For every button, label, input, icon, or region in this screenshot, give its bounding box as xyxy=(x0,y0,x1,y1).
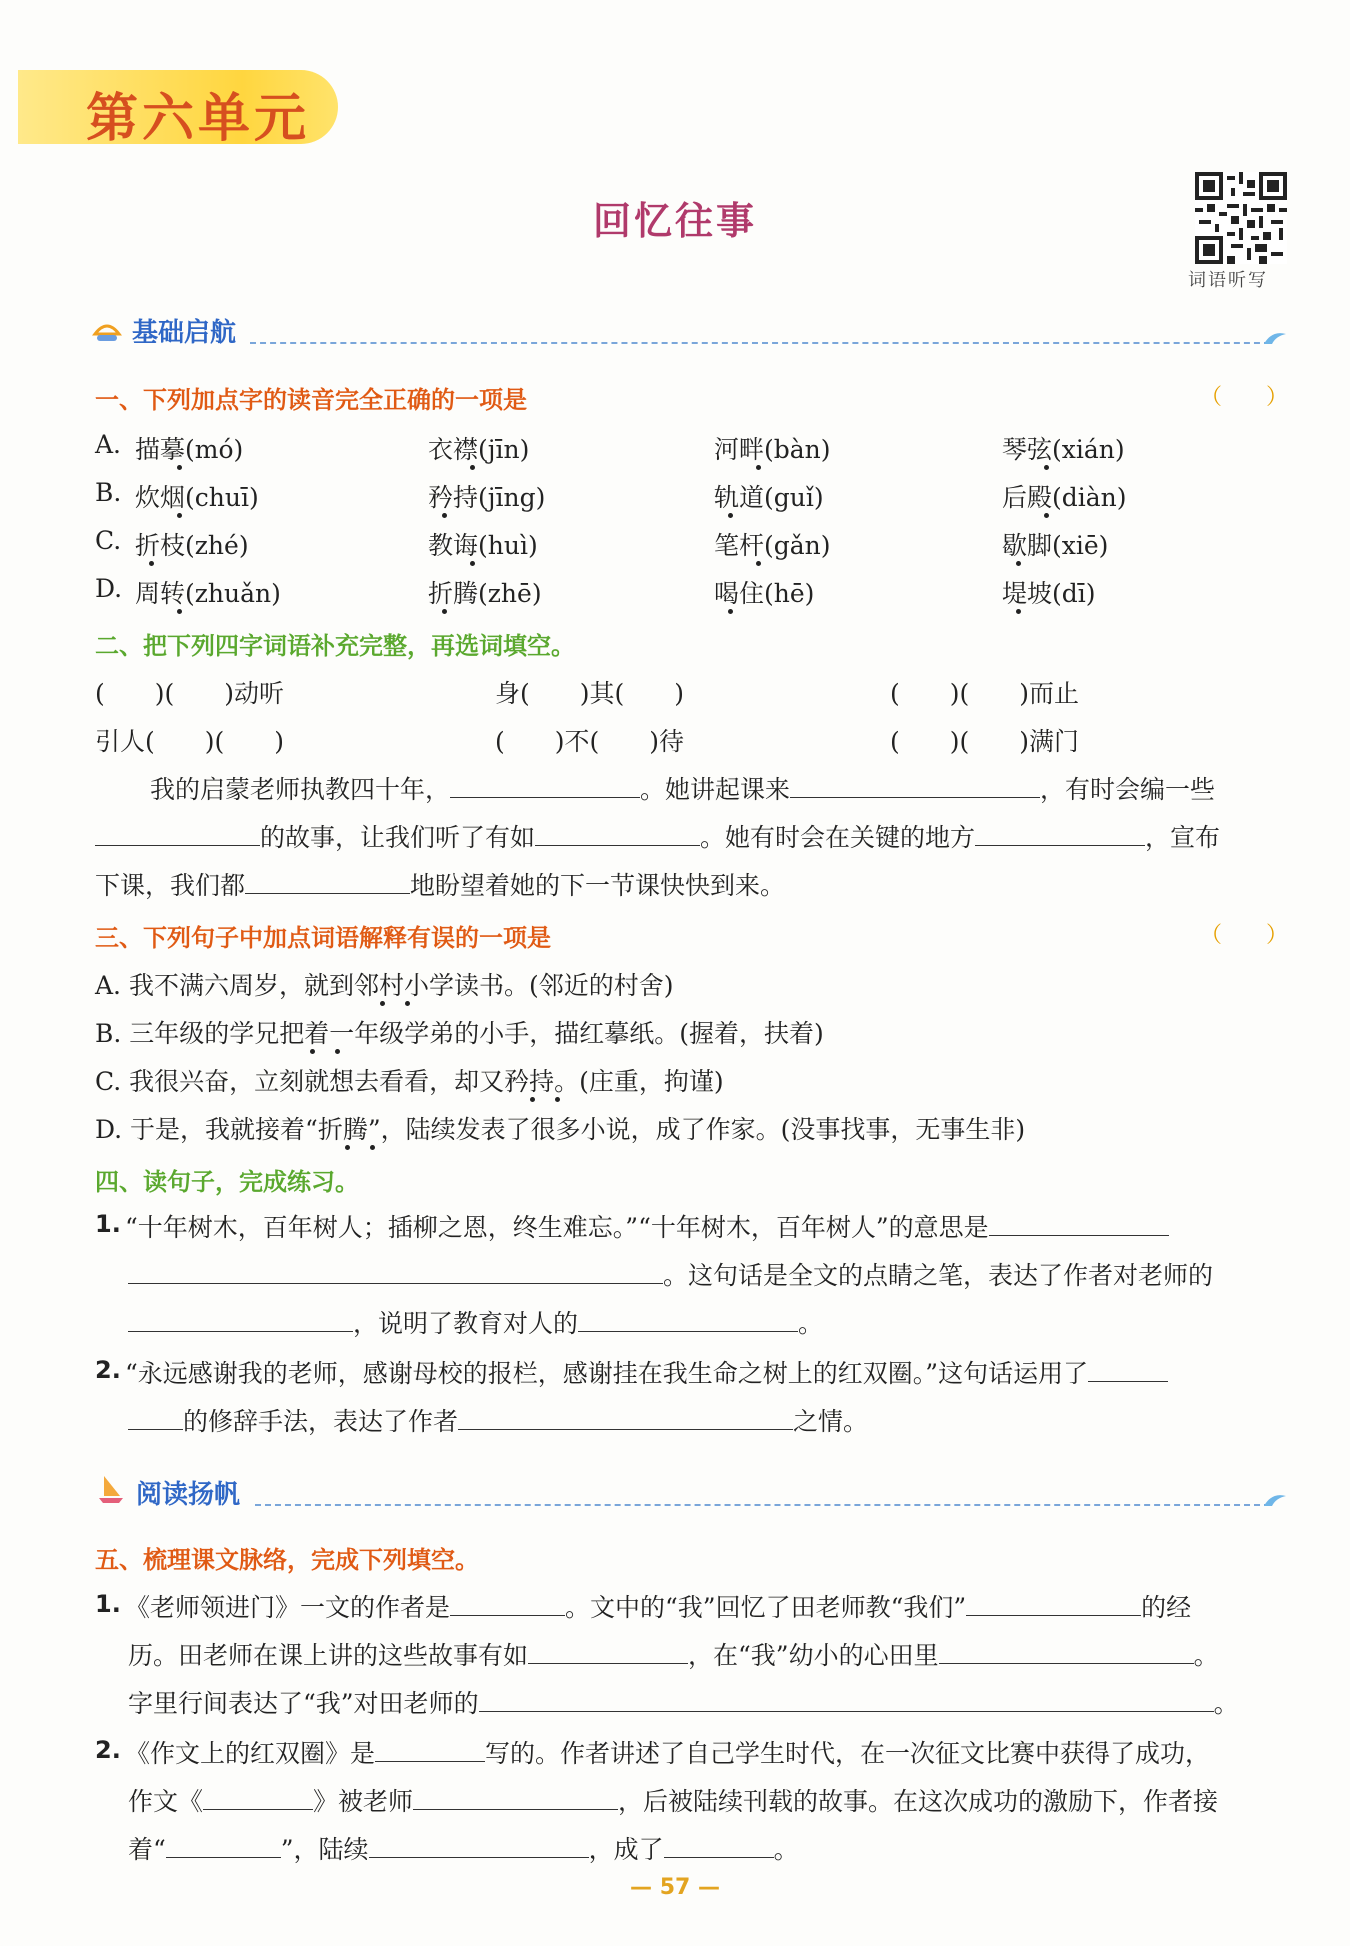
option-sentence: B. 三年级的学兄把着一年级学弟的小手，描红摹纸。(握着，扶着) xyxy=(95,1019,824,1048)
question-2-heading: 二、把下列四字词语补充完整，再选词填空。 xyxy=(95,632,575,660)
emphasis-dot xyxy=(149,561,154,566)
emphasis-dot xyxy=(470,465,475,470)
paragraph-line: 下课，我们都 地盼望着她的下一节课快快到来。 xyxy=(95,866,785,902)
option-sentence: A. 我不满六周岁，就到邻村小学读书。(邻近的村舍) xyxy=(95,971,674,1000)
sentence-line: 作文《 》被老师 ，后被陆续刊载的故事。在这次成功的激励下，作者接 xyxy=(128,1782,1218,1818)
section-title-reading: 阅读扬帆 xyxy=(136,1480,241,1510)
sub-number: 2. xyxy=(95,1736,121,1764)
emphasis-dot xyxy=(1016,561,1021,566)
option-item: 河畔(bàn) xyxy=(714,435,831,464)
option-item: 喝住(hē) xyxy=(714,579,815,608)
wave-icon xyxy=(1262,326,1288,348)
option-item: 衣襟(jīn) xyxy=(428,435,530,464)
emphasis-dot xyxy=(177,513,182,518)
emphasis-dot xyxy=(470,561,475,566)
sentence-line: 历。田老师在课上讲的这些故事有如 ，在“我”幼小的心田里 。 xyxy=(128,1636,1219,1672)
sentence-line: “十年树木，百年树人；插柳之恩，终生难忘。”“十年树木，百年树人”的意思是 xyxy=(125,1208,1169,1244)
emphasis-dot xyxy=(442,609,447,614)
sub-number: 2. xyxy=(95,1356,121,1384)
page-number: — 57 — xyxy=(630,1875,720,1900)
section-divider xyxy=(255,1504,1270,1506)
sailboat-icon xyxy=(96,1474,126,1504)
answer-blank[interactable] xyxy=(166,1831,281,1858)
answer-blank[interactable] xyxy=(528,1637,688,1664)
emphasis-dot xyxy=(530,1097,535,1102)
paragraph-line: 的故事，让我们听了有如 。她有时会在关键的地方 ，宣布 xyxy=(95,818,1220,854)
emphasis-dot xyxy=(310,1049,315,1054)
option-sentence: C. 我很兴奋，立刻就想去看看，却又矜持。(庄重，拘谨) xyxy=(95,1067,724,1096)
option-item: 轨道(guǐ) xyxy=(714,483,824,512)
answer-blank[interactable] xyxy=(128,1403,183,1430)
answer-blank[interactable] xyxy=(989,1209,1169,1236)
unit-title: 第六单元 xyxy=(86,88,311,149)
answer-blank[interactable] xyxy=(450,771,640,798)
paragraph-line: 我的启蒙老师执教四十年， 。她讲起课来 ，有时会编一些 xyxy=(150,770,1215,806)
emphasis-dot xyxy=(1044,465,1049,470)
sub-number: 1. xyxy=(95,1210,121,1238)
answer-blank[interactable] xyxy=(966,1589,1141,1616)
emphasis-dot xyxy=(728,513,733,518)
answer-blank[interactable] xyxy=(479,1685,1214,1712)
emphasis-dot xyxy=(335,1049,340,1054)
answer-blank[interactable] xyxy=(375,1735,485,1762)
option-label: C. xyxy=(95,526,122,555)
answer-blank[interactable] xyxy=(790,771,1040,798)
sentence-line: 。这句话是全文的点睛之笔，表达了作者对老师的 xyxy=(128,1256,1213,1292)
option-item: 周转(zhuǎn) xyxy=(135,579,281,608)
question-4-heading: 四、读句子，完成练习。 xyxy=(95,1168,359,1196)
idiom-blank: ( )( )而止 xyxy=(890,679,1080,708)
answer-blank[interactable] xyxy=(578,1305,798,1332)
idiom-blank: 身( )其( ) xyxy=(495,679,685,708)
answer-blank[interactable] xyxy=(95,819,260,846)
answer-blank[interactable] xyxy=(458,1403,793,1430)
answer-blank[interactable] xyxy=(975,819,1145,846)
emphasis-dot xyxy=(177,465,182,470)
option-item: 矜持(jīng) xyxy=(428,483,546,512)
emphasis-dot xyxy=(555,1097,560,1102)
emphasis-dot xyxy=(728,609,733,614)
option-item: 歇脚(xiē) xyxy=(1002,531,1109,560)
qr-caption: 词语听写 xyxy=(1188,270,1268,291)
answer-blank[interactable] xyxy=(939,1637,1194,1664)
idiom-blank: 引人( )( ) xyxy=(95,727,285,756)
emphasis-dot xyxy=(442,513,447,518)
sentence-line: “永远感谢我的老师，感谢母校的报栏，感谢挂在我生命之树上的红双圈。”这句话运用了 xyxy=(125,1354,1168,1390)
emphasis-dot xyxy=(756,561,761,566)
section-title-basic: 基础启航 xyxy=(132,318,237,348)
answer-blank[interactable] xyxy=(664,1831,774,1858)
answer-blank[interactable] xyxy=(1088,1355,1168,1382)
option-item: 炊烟(chuī) xyxy=(135,483,259,512)
option-item: 描摹(mó) xyxy=(135,435,244,464)
idiom-blank: ( )( )满门 xyxy=(890,727,1080,756)
option-item: 折枝(zhé) xyxy=(135,531,249,560)
sentence-line: ，说明了教育对人的 。 xyxy=(128,1304,823,1340)
emphasis-dot xyxy=(345,1145,350,1150)
question-1-heading: 一、下列加点字的读音完全正确的一项是 xyxy=(95,386,527,414)
answer-blank[interactable] xyxy=(128,1257,663,1284)
sailboat-icon xyxy=(92,314,122,344)
answer-blank[interactable] xyxy=(535,819,700,846)
emphasis-dot xyxy=(370,1145,375,1150)
answer-blank[interactable] xyxy=(413,1783,618,1810)
option-item: 教诲(huì) xyxy=(428,531,538,560)
option-item: 笔杆(gǎn) xyxy=(714,531,831,560)
answer-paren: （ ） xyxy=(1200,923,1289,948)
idiom-blank: ( )不( )待 xyxy=(495,727,685,756)
sentence-line: 字里行间表达了“我”对田老师的 。 xyxy=(128,1684,1239,1720)
sentence-line: 《老师领进门》一文的作者是 。文中的“我”回忆了田老师教“我们” 的经 xyxy=(125,1588,1191,1624)
option-label: D. xyxy=(95,574,123,603)
answer-blank[interactable] xyxy=(245,867,410,894)
question-3-heading: 三、下列句子中加点词语解释有误的一项是 xyxy=(95,924,551,952)
emphasis-dot xyxy=(405,1001,410,1006)
option-label: B. xyxy=(95,478,122,507)
lesson-title: 回忆往事 xyxy=(592,199,757,243)
sentence-line: 的修辞手法，表达了作者 之情。 xyxy=(128,1402,868,1438)
option-sentence: D. 于是，我就接着“折腾”，陆续发表了很多小说，成了作家。(没事找事，无事生非) xyxy=(95,1115,1026,1144)
answer-blank[interactable] xyxy=(203,1783,313,1810)
answer-blank[interactable] xyxy=(450,1589,565,1616)
answer-blank[interactable] xyxy=(369,1831,589,1858)
option-item: 琴弦(xián) xyxy=(1002,435,1125,464)
emphasis-dot xyxy=(380,1001,385,1006)
emphasis-dot xyxy=(756,465,761,470)
sub-number: 1. xyxy=(95,1590,121,1618)
answer-paren: （ ） xyxy=(1200,385,1289,410)
question-5-heading: 五、梳理课文脉络，完成下列填空。 xyxy=(95,1546,479,1574)
sentence-line: 《作文上的红双圈》是 写的。作者讲述了自己学生时代，在一次征文比赛中获得了成功， xyxy=(125,1734,1210,1770)
section-divider xyxy=(250,342,1270,344)
answer-blank[interactable] xyxy=(128,1305,353,1332)
wave-icon xyxy=(1262,1488,1288,1510)
option-item: 堤坡(dī) xyxy=(1002,579,1096,608)
option-item: 折腾(zhē) xyxy=(428,579,542,608)
option-item: 后殿(diàn) xyxy=(1002,483,1127,512)
sentence-line: 着“ ”，陆续 ，成了 。 xyxy=(128,1830,799,1866)
emphasis-dot xyxy=(1016,609,1021,614)
emphasis-dot xyxy=(177,609,182,614)
qr-code-icon[interactable] xyxy=(1195,172,1287,264)
emphasis-dot xyxy=(1044,513,1049,518)
idiom-blank: ( )( )动听 xyxy=(95,679,285,708)
option-label: A. xyxy=(95,430,122,459)
